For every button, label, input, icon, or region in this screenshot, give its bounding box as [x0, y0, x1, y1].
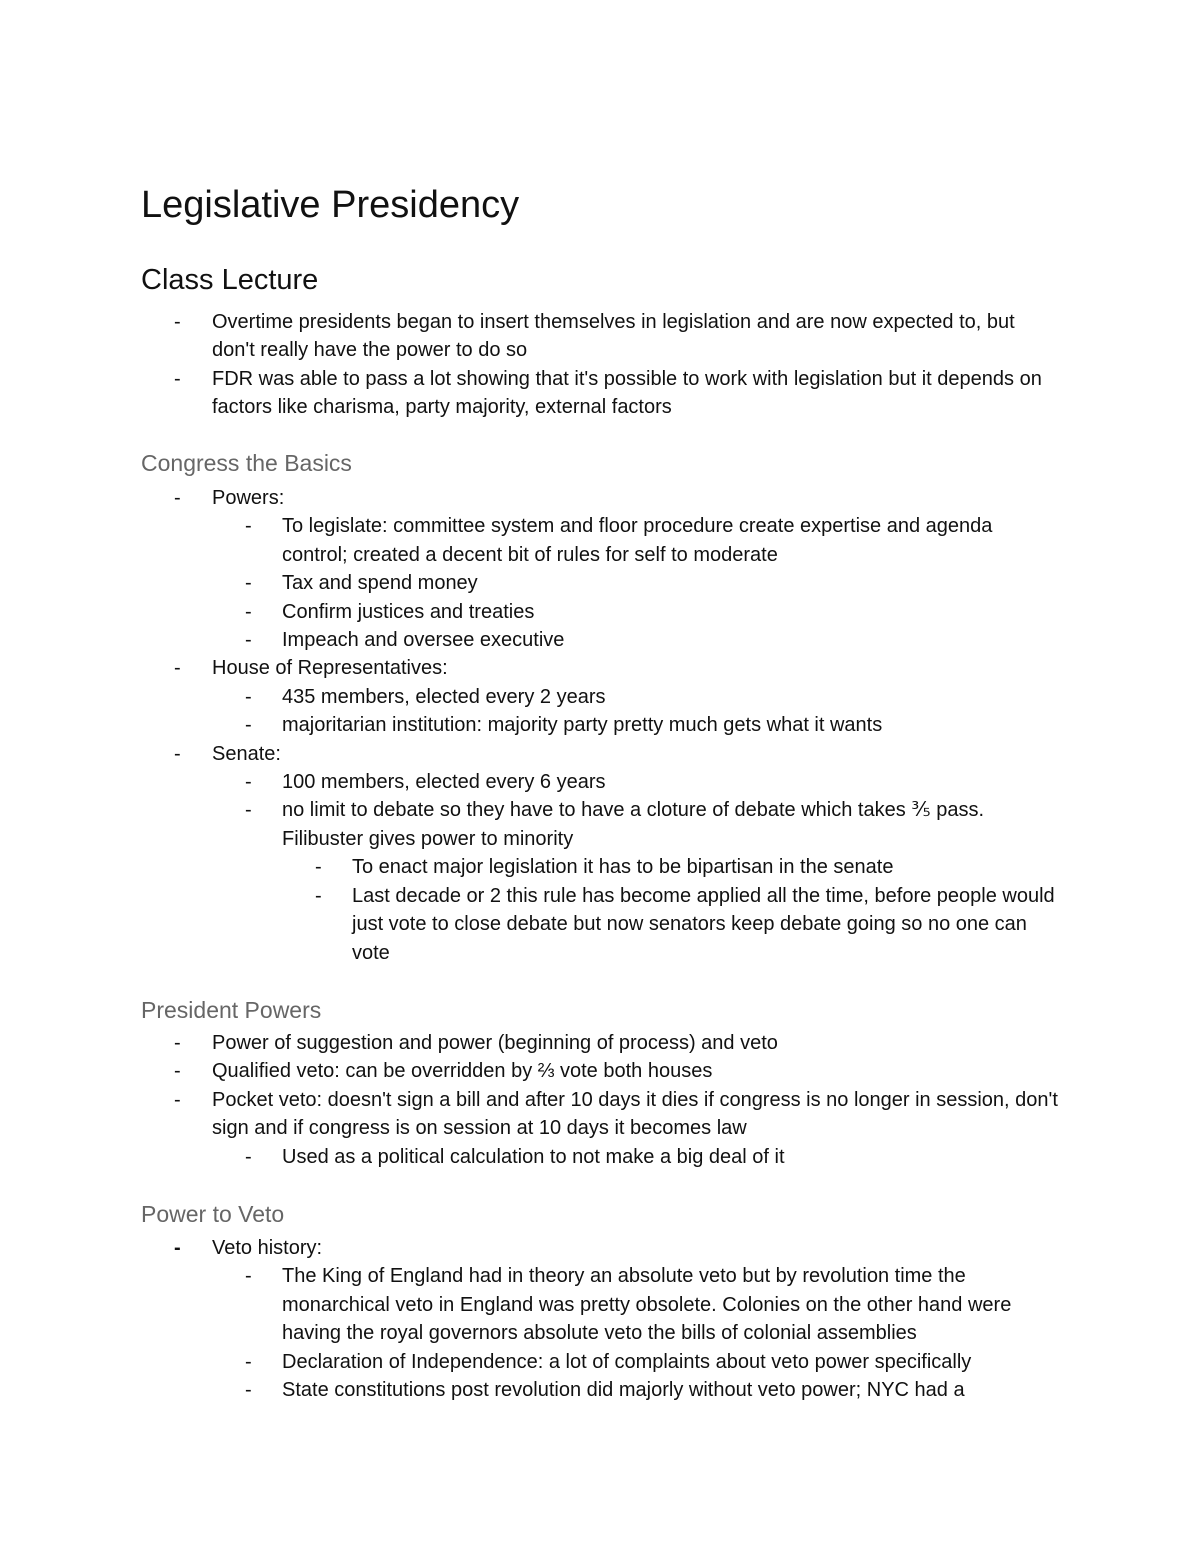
bullet-dash: - — [174, 487, 181, 509]
bullet-dash: - — [315, 856, 322, 879]
bullet-dash: - — [245, 1379, 252, 1402]
list-item — [0, 308, 1200, 365]
list-item-text: no limit to debate so they have to have a cloture of debate which takes ⅗ pass. Filibuster gives power to minority — [282, 799, 985, 850]
list-item — [0, 882, 1200, 967]
list-item — [0, 1376, 1200, 1404]
list-item — [0, 365, 1200, 422]
section-heading-class-lecture: Class Lecture — [141, 264, 319, 296]
bullet-dash: - — [245, 799, 252, 822]
bullet-dash: - — [245, 685, 252, 708]
list-item — [0, 1262, 1200, 1347]
list-item — [0, 683, 1200, 711]
list-item — [0, 626, 1200, 654]
list-item-text: Confirm justices and treaties — [282, 600, 535, 623]
list-item-text: Declaration of Independence: a lot of complaints about veto power specifically — [282, 1350, 972, 1373]
section-heading-congress: Congress the Basics — [141, 450, 352, 476]
list-item-text: 100 members, elected every 6 years — [282, 771, 606, 794]
list-item — [0, 569, 1200, 597]
bullet-dash: - — [245, 600, 252, 623]
list-item-text: 435 members, elected every 2 years — [282, 685, 606, 708]
list-item — [0, 512, 1200, 569]
bullet-dash: - — [174, 742, 181, 765]
power-to-veto-list — [0, 1234, 1200, 1404]
list-item — [0, 1057, 1200, 1085]
list-item — [0, 598, 1200, 626]
list-item-text: Impeach and oversee executive — [282, 629, 565, 652]
list-item-text: majoritarian institution: majority party pretty much gets what it wants — [282, 714, 883, 737]
bullet-dash: - — [174, 657, 181, 680]
president-powers-list — [0, 1029, 1200, 1171]
bullet-dash: - — [245, 629, 252, 652]
list-item — [0, 484, 1200, 512]
list-item-text: House of Representatives: — [212, 657, 448, 680]
bullet-dash: - — [174, 1237, 181, 1259]
list-item — [0, 1234, 1200, 1262]
list-item — [0, 1086, 1200, 1143]
section-heading-president-powers: President Powers — [141, 997, 322, 1023]
bullet-dash: - — [245, 515, 252, 538]
list-item-text: To enact major legislation it has to be bipartisan in the senate — [352, 856, 894, 879]
bullet-dash: - — [245, 572, 252, 595]
list-item — [0, 711, 1200, 739]
congress-list — [0, 484, 1200, 967]
list-item — [0, 853, 1200, 881]
list-item-text: Used as a political calculation to not make a big deal of it — [282, 1145, 785, 1168]
list-item-text: Qualified veto: can be overridden by ⅔ vote both houses — [212, 1060, 713, 1083]
bullet-dash: - — [174, 367, 181, 390]
list-item-text: Overtime presidents began to insert themselves in legislation and are now expected to, but don't really have the power to do so — [212, 311, 1015, 362]
list-item — [0, 1143, 1200, 1171]
list-item-text: Power of suggestion and power (beginning of process) and veto — [212, 1032, 778, 1054]
class-lecture-list — [0, 308, 1200, 422]
list-item-text: Senate: — [212, 742, 281, 765]
list-item-text: Pocket veto: doesn't sign a bill and after 10 days it dies if congress is no longer in session, don't sign and if congress is on session at 10 days it becomes law — [212, 1088, 1058, 1140]
bullet-dash: - — [245, 1145, 252, 1168]
page-title: Legislative Presidency — [141, 184, 520, 226]
list-item — [0, 740, 1200, 768]
list-item — [0, 1029, 1200, 1057]
list-item-text: The King of England had in theory an absolute veto but by revolution time the monarchical veto in England was pretty obsolete. Colonies on the other hand were having the royal governors absolute veto the bills of colonial assemblies — [282, 1265, 1012, 1345]
bullet-dash: - — [174, 1088, 181, 1111]
list-item-text: Last decade or 2 this rule has become applied all the time, before people would just vote to close debate but now senators keep debate going so no one can vote — [352, 884, 1055, 964]
bullet-dash: - — [245, 1265, 252, 1288]
bullet-dash: - — [174, 311, 181, 333]
list-item-text: To legislate: committee system and floor procedure create expertise and agenda control; created a decent bit of rules for self to moderate — [282, 515, 993, 566]
list-item-text: FDR was able to pass a lot showing that it's possible to work with legislation but it depends on factors like charisma, party majority, external factors — [212, 367, 1042, 419]
bullet-dash: - — [245, 1350, 252, 1373]
section-heading-power-to-veto: Power to Veto — [141, 1201, 285, 1227]
list-item-text: Tax and spend money — [282, 572, 478, 595]
bullet-dash: - — [245, 771, 252, 794]
list-item — [0, 654, 1200, 682]
bullet-dash: - — [245, 714, 252, 737]
list-item-text: Veto history: — [212, 1237, 323, 1259]
bullet-dash: - — [315, 884, 322, 907]
list-item-text: Powers: — [212, 487, 285, 509]
list-item — [0, 768, 1200, 796]
list-item — [0, 796, 1200, 853]
bullet-dash: - — [174, 1032, 181, 1054]
list-item — [0, 1348, 1200, 1376]
bullet-dash: - — [174, 1060, 181, 1083]
list-item-text: State constitutions post revolution did majorly without veto power; NYC had a — [282, 1379, 965, 1402]
